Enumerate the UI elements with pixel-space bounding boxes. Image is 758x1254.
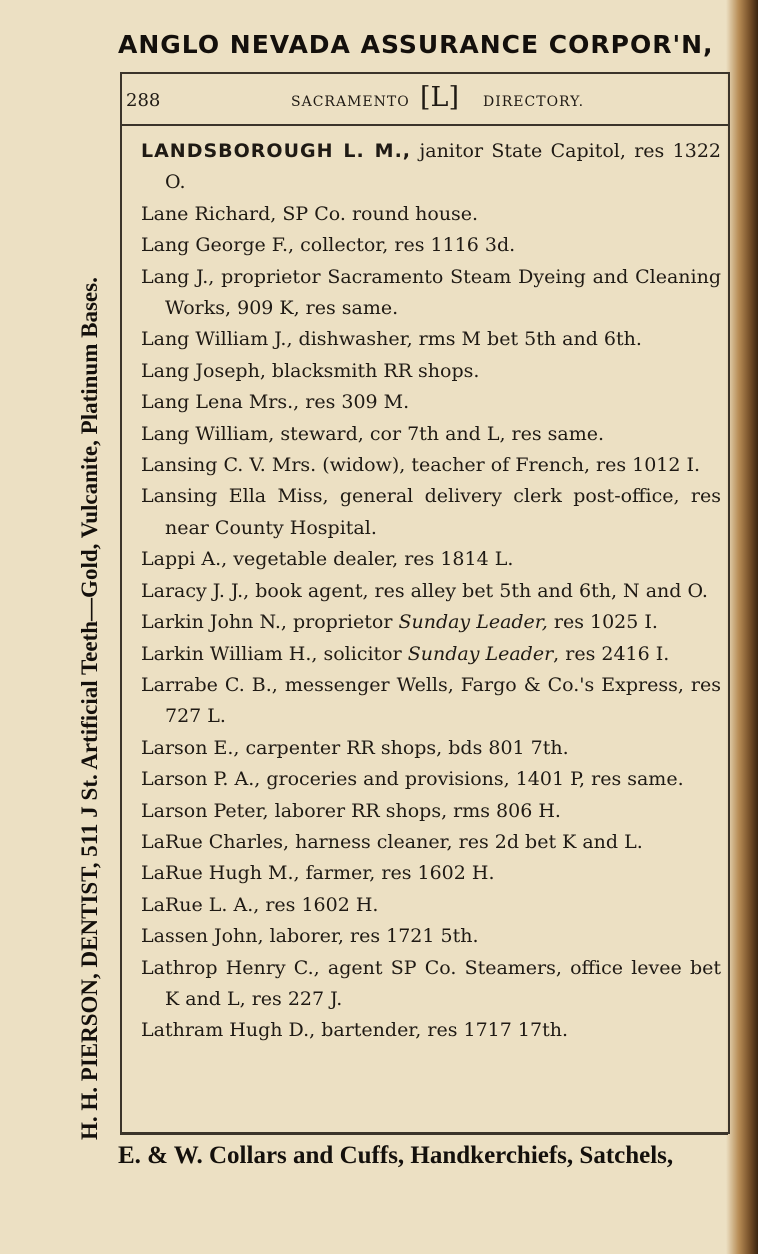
entry-name: LaRue Hugh M.,: [141, 862, 300, 885]
entry-details: SP Co. round house.: [276, 202, 479, 225]
directory-entry: [141, 230, 721, 261]
entry-name: Larkin John N.,: [141, 611, 287, 634]
directory-entries: [141, 136, 721, 1047]
entry-tail: , res 2416 I.: [553, 642, 670, 665]
directory-entry: [141, 419, 721, 450]
entry-name: Lang William J.,: [141, 328, 293, 351]
directory-entry: [141, 953, 721, 1016]
entry-details: (widow), teacher of French, res 1012 I.: [316, 454, 701, 477]
entry-details: groceries and provisions, 1401 P, res same.: [260, 768, 684, 791]
entry-details: laborer RR shops, rms 806 H.: [268, 799, 561, 822]
directory-entry: [141, 607, 721, 638]
entry-name: Lappi A.,: [141, 548, 228, 571]
directory-entry: [141, 1015, 721, 1046]
entry-name: Larrabe C. B.,: [141, 673, 278, 696]
directory-entry: [141, 136, 721, 199]
directory-entry: [141, 324, 721, 355]
running-head-city: SACRAMENTO: [291, 94, 410, 110]
entry-details: dishwasher, rms M bet 5th and 6th.: [292, 328, 642, 351]
entry-name: Lang J.,: [141, 265, 215, 288]
directory-entry: [141, 733, 721, 764]
entry-italic-text: Sunday Leader,: [398, 611, 548, 634]
entry-details: proprietor Sacramento Steam Dyeing and Cleaning Works, 909 K, res same.: [165, 265, 721, 320]
directory-entry: [141, 858, 721, 889]
entry-details: harness cleaner, res 2d bet K and L.: [289, 830, 643, 853]
entry-details: res 1602 H.: [259, 893, 379, 916]
directory-entry: [141, 670, 721, 733]
side-advertisement: H. H. PIERSON, DENTIST, 511 J St. Artificial Teeth—Gold, Vulcanite, Platinum Bases.: [77, 277, 102, 1140]
entry-name: Larson P. A.,: [141, 768, 261, 791]
directory-entry: [141, 921, 721, 952]
entry-name: Lang Joseph,: [141, 359, 266, 382]
directory-entry: [141, 576, 721, 607]
directory-entry: [141, 450, 721, 481]
entry-name: Lang William,: [141, 422, 275, 445]
directory-entry: [141, 764, 721, 795]
entry-name: Lassen John,: [141, 925, 264, 948]
directory-entry: [141, 481, 721, 544]
entry-name: LaRue L. A.,: [141, 893, 260, 916]
entry-details: general delivery clerk post-office, res near County Hospital.: [165, 485, 721, 539]
entry-details: farmer, res 1602 H.: [299, 862, 495, 885]
directory-entry: [141, 199, 721, 230]
entry-name: LANDSBOROUGH L. M.,: [141, 140, 412, 162]
running-head-title: DIRECTORY.: [483, 94, 585, 110]
entry-name: Larkin William H.,: [141, 642, 318, 665]
directory-entry: [141, 639, 721, 670]
entry-details: book agent, res alley bet 5th and 6th, N and O.: [249, 579, 708, 602]
entry-name: Lathrop Henry C.,: [141, 956, 320, 979]
entry-details: janitor State Capitol, res 1322 O.: [165, 140, 721, 194]
entry-details: agent SP Co. Steamers, office levee bet K and L, res 227 J.: [165, 956, 721, 1010]
directory-entry: [141, 890, 721, 921]
entry-name: Laracy J. J.,: [141, 579, 250, 602]
entry-tail: res 1025 I.: [547, 611, 658, 634]
entry-name: Lang Lena Mrs.,: [141, 391, 300, 414]
entry-name: LaRue Charles,: [141, 830, 290, 853]
entry-name: Larson E.,: [141, 736, 240, 759]
directory-entry: [141, 544, 721, 575]
directory-entry: [141, 262, 721, 325]
page-number: 288: [126, 90, 161, 111]
running-head: [126, 82, 722, 118]
entry-details: vegetable dealer, res 1814 L.: [227, 548, 514, 571]
entry-name: Lansing Ella Miss,: [141, 485, 329, 508]
entry-name: Lang George F.,: [141, 234, 295, 257]
bottom-advertisement: E. & W. Collars and Cuffs, Handkerchiefs, Satchels,: [118, 1142, 674, 1169]
entry-details: bartender, res 1717 17th.: [315, 1019, 568, 1042]
section-letter: [L]: [420, 82, 459, 113]
entry-details: blacksmith RR shops.: [265, 359, 480, 382]
top-advertisement: ANGLO NEVADA ASSURANCE CORPOR'N,: [118, 30, 714, 59]
entry-details: carpenter RR shops, bds 801 7th.: [239, 736, 569, 759]
footer-rule: [120, 1133, 728, 1135]
entry-name: Larson Peter,: [141, 799, 269, 822]
entry-name: Lathram Hugh D.,: [141, 1019, 316, 1042]
entry-details: laborer, res 1721 5th.: [263, 925, 479, 948]
entry-details: steward, cor 7th and L, res same.: [274, 422, 605, 445]
entry-name: Lansing C. V. Mrs.: [141, 454, 317, 477]
entry-name: Lane Richard,: [141, 202, 277, 225]
entry-details: res 309 M.: [299, 391, 410, 414]
entry-italic-text: Sunday Leader: [407, 642, 554, 665]
page-edge-shadow: [726, 0, 758, 1254]
entry-details: collector, res 1116 3d.: [294, 234, 516, 257]
entry-details: solicitor: [317, 642, 408, 665]
directory-entry: [141, 827, 721, 858]
entry-details: proprietor: [286, 611, 399, 634]
entry-details: messenger Wells, Fargo & Co.'s Express, res 727 L.: [165, 673, 721, 728]
directory-entry: [141, 387, 721, 418]
header-rule: [120, 124, 728, 126]
directory-entry: [141, 356, 721, 387]
directory-entry: [141, 796, 721, 827]
